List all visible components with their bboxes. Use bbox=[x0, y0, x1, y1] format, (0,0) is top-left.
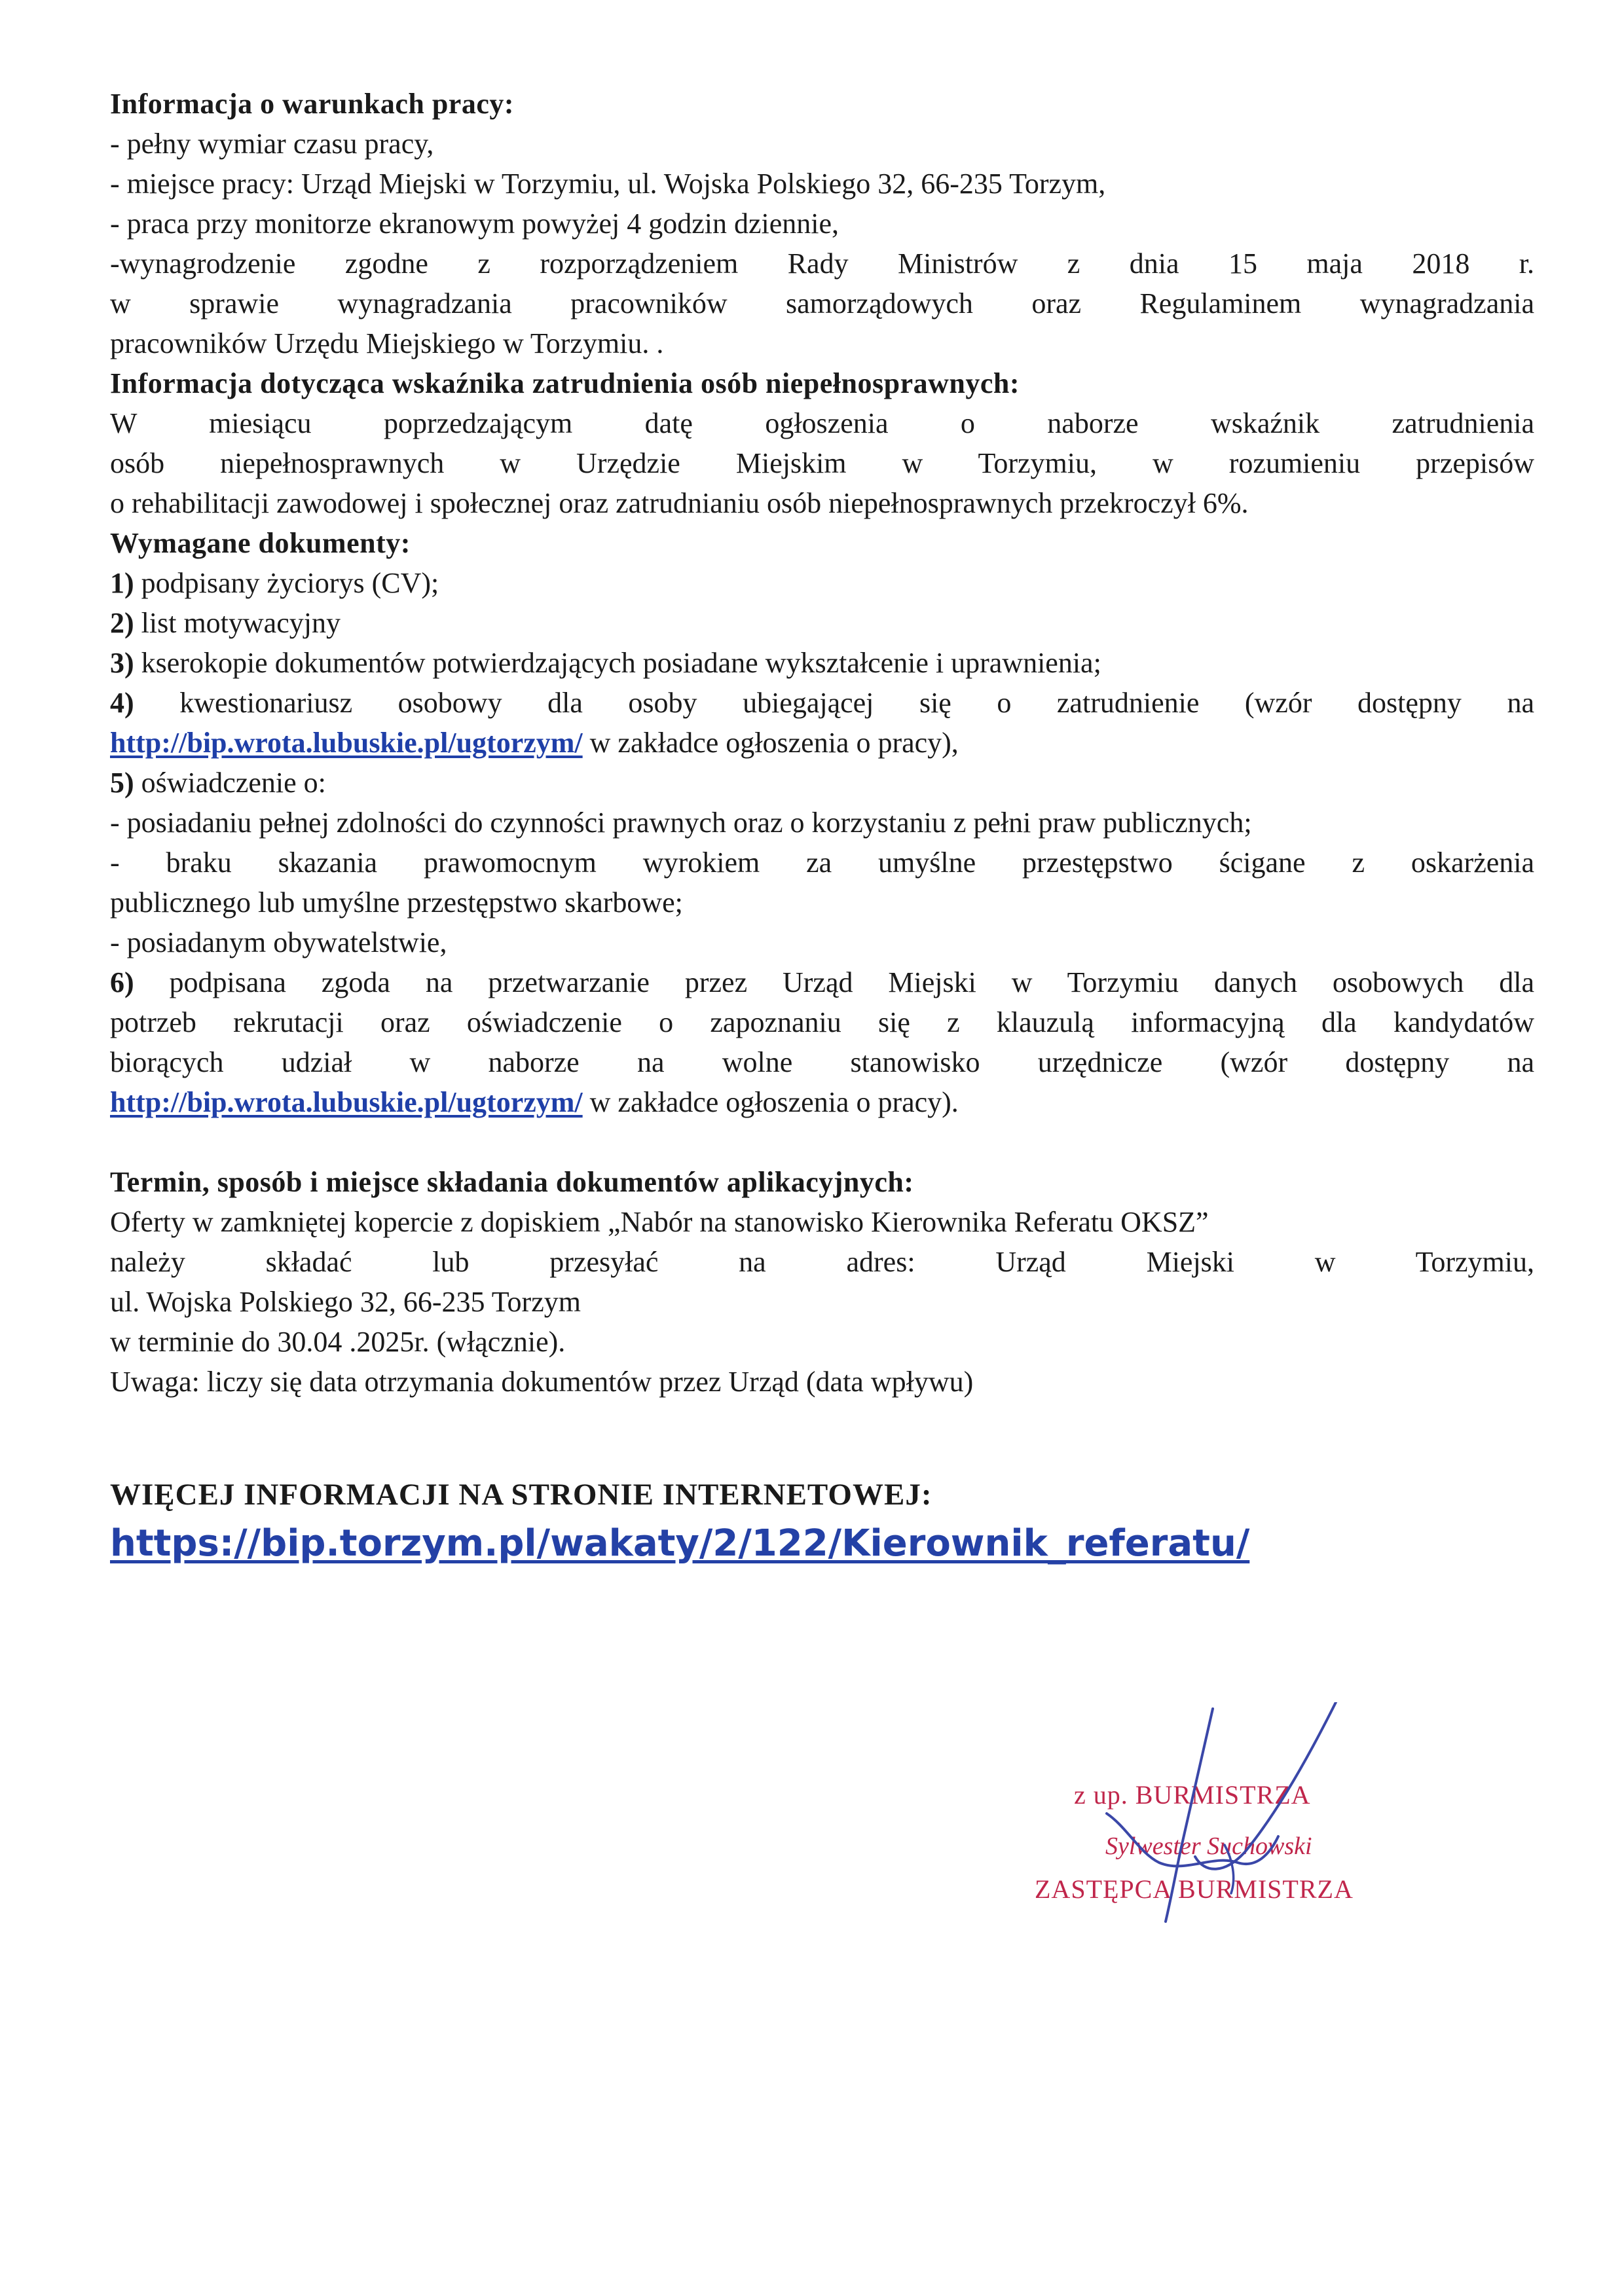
bip-link[interactable]: http://bip.wrota.lubuskie.pl/ugtorzym/ bbox=[110, 727, 583, 759]
document-item-6-line: potrzeb rekrutacji oraz oświadczenie o zapoznaniu się z klauzulą informacyjną dla kandydatów bbox=[110, 1006, 1534, 1038]
item-number: 2) bbox=[110, 607, 134, 639]
disability-info-line: o rehabilitacji zawodowej i społecznej oraz zatrudnianiu osób niepełnosprawnych przekroczył 6%. bbox=[110, 487, 1249, 519]
statement-item: - posiadaniu pełnej zdolności do czynności prawnych oraz o korzystaniu z pełni praw publicznych; bbox=[110, 807, 1252, 839]
item-text: podpisana zgoda na przetwarzanie przez Urząd Miejski w Torzymiu danych osobowych dla bbox=[134, 966, 1534, 998]
item-number: 6) bbox=[110, 966, 134, 998]
submission-line: należy składać lub przesyłać na adres: Urząd Miejski w Torzymiu, bbox=[110, 1246, 1534, 1278]
work-condition-item: - pełny wymiar czasu pracy, bbox=[110, 128, 434, 160]
more-info-heading: WIĘCEJ INFORMACJI NA STRONIE INTERNETOWEJ: bbox=[110, 1478, 932, 1512]
stamp-name-line: Sylwester Suchowski bbox=[1105, 1832, 1312, 1860]
item-text: podpisany życiorys (CV); bbox=[134, 567, 439, 599]
item-number: 5) bbox=[110, 767, 134, 799]
document-item-4 bbox=[110, 683, 1534, 723]
stamp-title-line: ZASTĘPCA BURMISTRZA bbox=[1035, 1874, 1354, 1904]
spacer bbox=[110, 1402, 1534, 1475]
document-item-5 bbox=[110, 763, 1534, 803]
document-body bbox=[110, 84, 1534, 1570]
item-text: kwestionariusz osobowy dla osoby ubiegającej się o zatrudnienie (wzór dostępny na bbox=[134, 687, 1534, 719]
statement-item: - braku skazania prawomocnym wyrokiem za umyślne przestępstwo ścigane z oskarżenia bbox=[110, 847, 1534, 879]
work-condition-item: -wynagrodzenie zgodne z rozporządzeniem Rady Ministrów z dnia 15 maja 2018 r. bbox=[110, 247, 1534, 280]
work-condition-item: pracowników Urzędu Miejskiego w Torzymiu. . bbox=[110, 327, 664, 359]
stamp-authorization-line: z up. BURMISTRZA bbox=[1074, 1780, 1311, 1810]
bip-link[interactable]: http://bip.wrota.lubuskie.pl/ugtorzym/ bbox=[110, 1086, 583, 1118]
handwritten-signature bbox=[1028, 1702, 1395, 1925]
work-condition-item: - miejsce pracy: Urząd Miejski w Torzymiu, ul. Wojska Polskiego 32, 66-235 Torzym, bbox=[110, 168, 1106, 200]
disability-info-heading: Informacja dotycząca wskaźnika zatrudnienia osób niepełnosprawnych: bbox=[110, 367, 1020, 399]
disability-info-line: osób niepełnosprawnych w Urzędzie Miejskim w Torzymiu, w rozumieniu przepisów bbox=[110, 447, 1534, 479]
item-text: list motywacyjny bbox=[134, 607, 341, 639]
item-number: 3) bbox=[110, 647, 134, 679]
work-conditions-heading: Informacja o warunkach pracy: bbox=[110, 88, 515, 120]
official-stamp bbox=[1028, 1702, 1395, 1925]
document-item-4-link-line bbox=[110, 723, 1534, 763]
spacer bbox=[110, 1122, 1534, 1162]
document-item-1 bbox=[110, 563, 1534, 603]
submission-line: ul. Wojska Polskiego 32, 66-235 Torzym bbox=[110, 1286, 581, 1318]
item-number: 1) bbox=[110, 567, 134, 599]
document-item-2 bbox=[110, 603, 1534, 643]
submission-line: Oferty w zamkniętej kopercie z dopiskiem „Nabór na stanowisko Kierownika Referatu OKSZ” bbox=[110, 1206, 1209, 1238]
submission-heading: Termin, sposób i miejsce składania dokumentów aplikacyjnych: bbox=[110, 1166, 914, 1198]
submission-line: Uwaga: liczy się data otrzymania dokumentów przez Urząd (data wpływu) bbox=[110, 1366, 974, 1398]
document-item-3 bbox=[110, 643, 1534, 683]
document-item-6-line: biorących udział w naborze na wolne stanowisko urzędnicze (wzór dostępny na bbox=[110, 1046, 1534, 1078]
statement-item: publicznego lub umyślne przestępstwo skarbowe; bbox=[110, 886, 683, 919]
statement-item: - posiadanym obywatelstwie, bbox=[110, 926, 447, 958]
item-number: 4) bbox=[110, 687, 134, 719]
item-text: kserokopie dokumentów potwierdzających posiadane wykształcenie i uprawnienia; bbox=[134, 647, 1101, 679]
item-text: w zakładce ogłoszenia o pracy), bbox=[582, 727, 959, 759]
document-item-6 bbox=[110, 962, 1534, 1002]
work-condition-item: - praca przy monitorze ekranowym powyżej 4 godzin dziennie, bbox=[110, 208, 840, 240]
document-item-6-link-line bbox=[110, 1082, 1534, 1122]
vacancy-link[interactable]: https://bip.torzym.pl/wakaty/2/122/Kierownik_referatu/ bbox=[110, 1522, 1250, 1565]
item-text: oświadczenie o: bbox=[134, 767, 326, 799]
item-text: w zakładce ogłoszenia o pracy). bbox=[582, 1086, 959, 1118]
disability-info-line: W miesiącu poprzedzającym datę ogłoszenia o naborze wskaźnik zatrudnienia bbox=[110, 407, 1534, 439]
work-condition-item: w sprawie wynagradzania pracowników samorządowych oraz Regulaminem wynagradzania bbox=[110, 287, 1534, 319]
submission-line: w terminie do 30.04 .2025r. (włącznie). bbox=[110, 1326, 566, 1358]
required-documents-heading: Wymagane dokumenty: bbox=[110, 527, 411, 559]
